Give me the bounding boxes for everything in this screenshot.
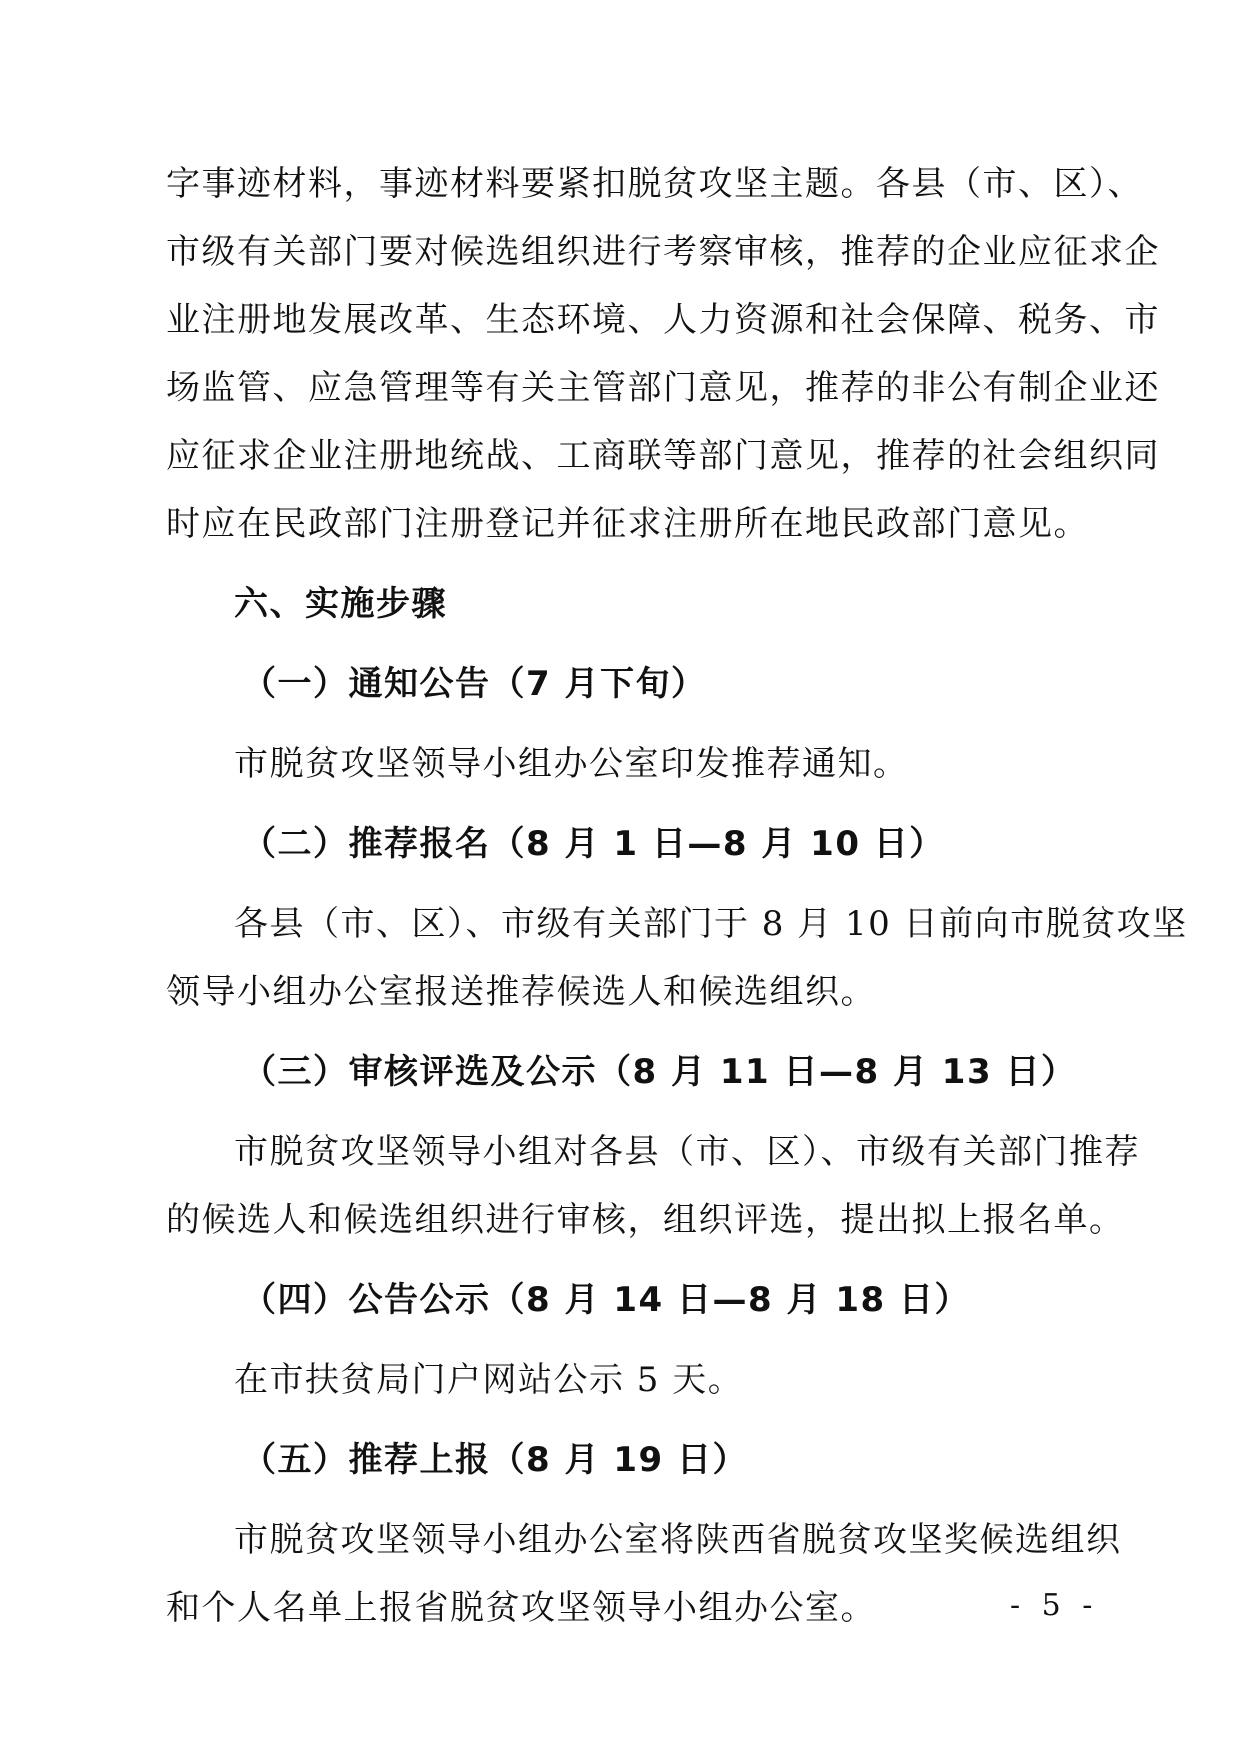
document-body: [166, 150, 1188, 1642]
step-text-line: 的候选人和候选组织进行审核，组织评选，提出拟上报名单。: [166, 1200, 1125, 1240]
text-line: 字事迹材料，事迹材料要紧扣脱贫攻坚主题。各县（市、区）、: [166, 164, 1143, 204]
page-number: - 5 -: [1010, 1588, 1099, 1623]
text-line: 应征求企业注册地统战、工商联等部门意见，推荐的社会组织同: [166, 436, 1160, 476]
paragraph-continuation: [166, 150, 1160, 558]
step-heading: （二）推荐报名（8 月 1 日—8 月 10 日）: [242, 824, 945, 864]
step-text-line: 领导小组办公室报送推荐候选人和候选组织。: [166, 972, 876, 1012]
step-heading: （五）推荐上报（8 月 19 日）: [242, 1440, 748, 1480]
step-text-line: 和个人名单上报省脱贫攻坚领导小组办公室。: [166, 1588, 876, 1628]
text-line: 业注册地发展改革、生态环境、人力资源和社会保障、税务、市: [166, 300, 1160, 340]
step-2: [166, 810, 1188, 1026]
step-text-line: 在市扶贫局门户网站公示 5 天。: [234, 1360, 744, 1400]
step-text-line: 市脱贫攻坚领导小组办公室印发推荐通知。: [234, 744, 909, 784]
step-text-line: 市脱贫攻坚领导小组办公室将陕西省脱贫攻坚奖候选组织: [234, 1520, 1122, 1560]
step-3: [166, 1038, 1140, 1254]
step-heading: （四）公告公示（8 月 14 日—8 月 18 日）: [242, 1280, 970, 1320]
step-4: [166, 1266, 1086, 1414]
section-heading: 六、实施步骤: [234, 584, 447, 624]
text-line: 时应在民政部门注册登记并征求注册所在地民政部门意见。: [166, 504, 1089, 544]
text-line: 市级有关部门要对候选组织进行考察审核，推荐的企业应征求企: [166, 232, 1160, 272]
step-heading: （一）通知公告（7 月下旬）: [242, 664, 707, 704]
text-line: 场监管、应急管理等有关主管部门意见，推荐的非公有制企业还: [166, 368, 1160, 408]
step-1: [166, 650, 1086, 798]
step-5: [166, 1426, 1122, 1642]
step-text-line: 市脱贫攻坚领导小组对各县（市、区）、市级有关部门推荐: [234, 1132, 1140, 1172]
step-heading: （三）审核评选及公示（8 月 11 日—8 月 13 日）: [242, 1052, 1077, 1092]
step-text-line: 各县（市、区）、市级有关部门于 8 月 10 日前向市脱贫攻坚: [234, 904, 1188, 944]
